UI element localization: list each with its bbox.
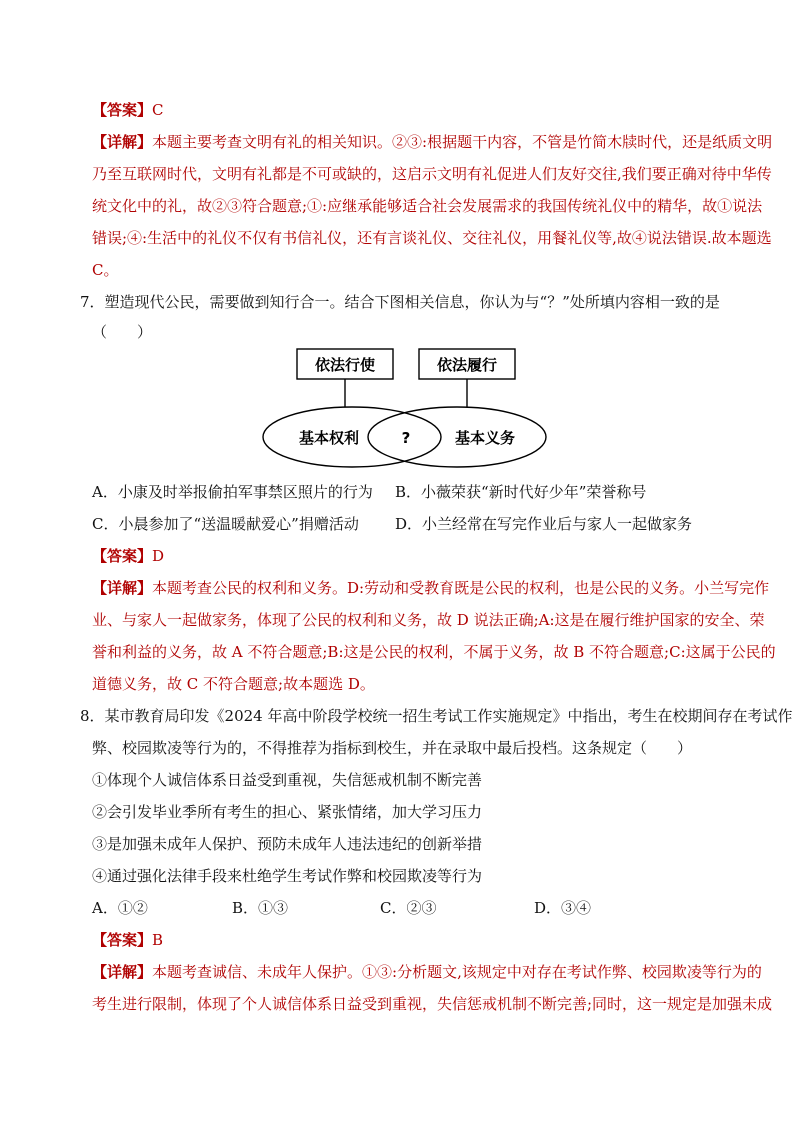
q8-option-a: A．①② xyxy=(92,899,148,917)
q7-option-c: C．小晨参加了“送温暖献爱心”捐赠活动 xyxy=(92,515,359,533)
answer-value: C xyxy=(152,101,164,119)
answer-value: D xyxy=(152,547,165,565)
answer-tag: 【答案】 xyxy=(92,931,153,949)
box-left-label: 依法行使 xyxy=(314,356,376,374)
q6-detail-line-5: C。 xyxy=(92,261,119,279)
q8-option-c: C．②③ xyxy=(380,899,437,917)
q8-item-4: ④通过强化法律手段来杜绝学生考试作弊和校园欺凌等行为 xyxy=(92,867,483,885)
q6-answer xyxy=(92,100,164,120)
q8-option-b: B．①③ xyxy=(232,899,289,917)
q7-diagram xyxy=(255,345,555,479)
q7-answer xyxy=(92,546,164,566)
q8-item-3: ③是加强未成年人保护、预防未成年人违法违纪的创新举措 xyxy=(92,835,483,853)
q8-item-1: ①体现个人诚信体系日益受到重视，失信惩戒机制不断完善 xyxy=(92,771,483,789)
detail-tag: 【详解】 xyxy=(92,579,153,597)
box-right-label: 依法履行 xyxy=(436,356,498,374)
q8-detail-line-1: 【详解】本题考查诚信、未成年人保护。①③:分析题文,该规定中对存在考试作弊、校园欺凌等行为的 xyxy=(92,963,762,981)
answer-tag: 【答案】 xyxy=(92,101,153,119)
q6-detail-line-4: 错误;④:生活中的礼仪不仅有书信礼仪，还有言谈礼仪、交往礼仪，用餐礼仪等,故④说法错误.故本题选 xyxy=(92,229,772,247)
answer-value: B xyxy=(152,931,164,949)
q7-stem: 7．塑造现代公民，需要做到知行合一。结合下图相关信息，你认为与“？”处所填内容相一致的是 xyxy=(80,293,720,311)
q6-detail-line-1: 【详解】本题主要考查文明有礼的相关知识。②③:根据题干内容，不管是竹简木牍时代，还是纸质文明 xyxy=(92,133,773,151)
q8-answer xyxy=(92,930,163,950)
q8-stem-line-2: 弊、校园欺凌等行为的，不得推荐为指标到校生，并在录取中最后投档。这条规定（ ） xyxy=(92,739,693,757)
q8-item-2: ②会引发毕业季所有考生的担心、紧张情绪，加大学习压力 xyxy=(92,803,483,821)
box-left xyxy=(297,349,393,379)
box-right xyxy=(419,349,515,379)
q8-detail-line-2: 考生进行限制，体现了个人诚信体系日益受到重视，失信惩戒机制不断完善;同时，这一规定是加强未成 xyxy=(92,995,773,1013)
q6-detail-line-2: 乃至互联网时代，文明有礼都是不可或缺的，这启示文明有礼促进人们友好交往,我们要正确对待中华传 xyxy=(92,165,772,183)
q7-option-b: B．小薇荣获“新时代好少年”荣誉称号 xyxy=(395,483,647,501)
overlap-label: ? xyxy=(401,429,411,447)
q7-detail-line-1: 【详解】本题考查公民的权利和义务。D:劳动和受教育既是公民的权利，也是公民的义务。小兰写完作 xyxy=(92,579,770,597)
q7-detail-line-3: 誉和利益的义务，故 A 不符合题意;B:这是公民的权利，不属于义务，故 B 不符合题意;C:这属于公民的 xyxy=(92,643,776,661)
q7-detail-line-2: 业、与家人一起做家务，体现了公民的权利和义务，故 D 说法正确;A:这是在履行维护国家的安全、荣 xyxy=(92,611,765,629)
q7-paren: （ ） xyxy=(92,323,153,341)
q7-option-a: A．小康及时举报偷拍军事禁区照片的行为 xyxy=(92,483,373,501)
q8-option-d: D．③④ xyxy=(534,899,592,917)
q6-detail-line-3: 统文化中的礼，故②③符合题意;①:应继承能够适合社会发展需求的我国传统礼仪中的精华，故①说法 xyxy=(92,197,763,215)
q8-stem-line-1: 8．某市教育局印发《2024 年高中阶段学校统一招生考试工作实施规定》中指出，考生在校期间存在考试作 xyxy=(80,707,793,725)
ellipse-right-label: 基本义务 xyxy=(454,429,516,447)
detail-tag: 【详解】 xyxy=(92,133,153,151)
detail-tag: 【详解】 xyxy=(92,963,153,981)
q7-option-d: D．小兰经常在写完作业后与家人一起做家务 xyxy=(395,515,693,533)
ellipse-left-label: 基本权利 xyxy=(298,429,360,447)
answer-tag: 【答案】 xyxy=(92,547,153,565)
q7-detail-line-4: 道德义务，故 C 不符合题意;故本题选 D。 xyxy=(92,675,375,693)
